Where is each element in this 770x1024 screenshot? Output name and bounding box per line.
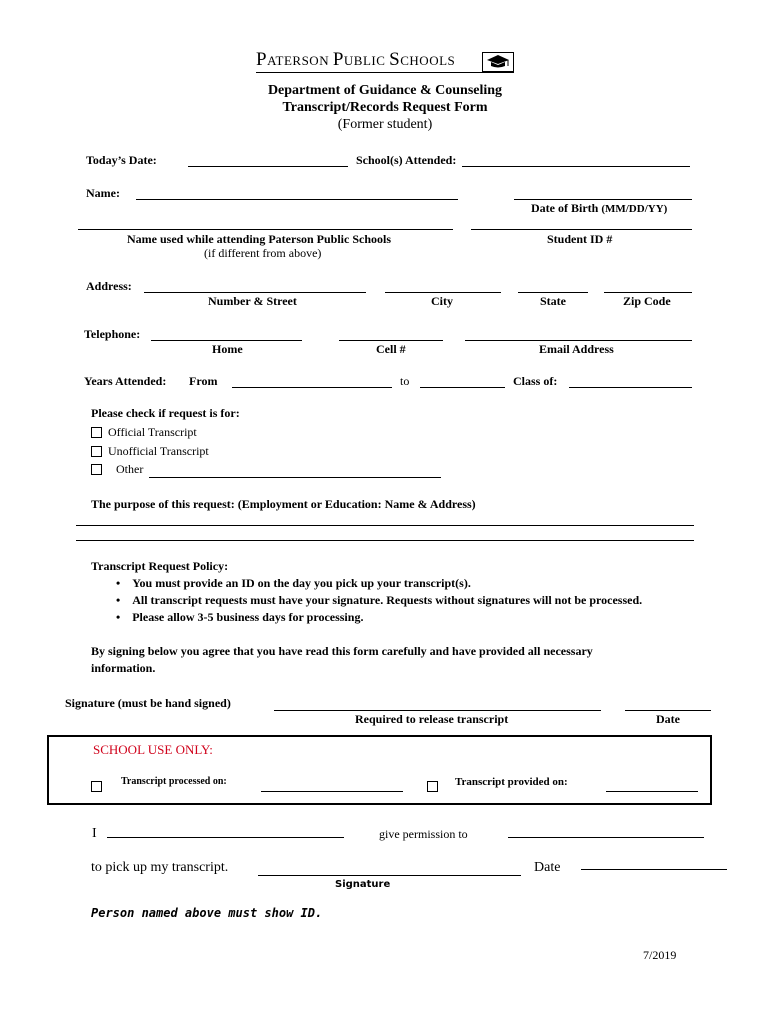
cell-phone-field[interactable] [339, 340, 443, 341]
policy-text: You must provide an ID on the day you pick up your transcript(s). [132, 576, 471, 590]
option-official-label: Official Transcript [108, 425, 197, 439]
address-label: Address: [86, 279, 132, 293]
school-use-title: SCHOOL USE ONLY: [93, 742, 213, 757]
policy-item [116, 593, 642, 608]
permission-name-field[interactable] [107, 837, 344, 838]
cell-caption: Cell # [376, 342, 406, 356]
permission-date-label: Date [534, 860, 561, 875]
signature-date-field[interactable] [625, 710, 711, 711]
checkbox-icon[interactable] [91, 464, 102, 475]
todays-date-label: Today’s Date: [86, 153, 157, 167]
permission-signature-caption: Signature [335, 879, 391, 890]
policy-text: All transcript requests must have your signature. Requests without signatures will not be processed. [132, 593, 643, 607]
from-field[interactable] [232, 387, 392, 388]
signature-label: Signature (must be hand signed) [65, 696, 231, 710]
department-title: Department of Guidance & Counseling [267, 83, 503, 98]
dob-label [531, 201, 667, 216]
telephone-label: Telephone: [84, 327, 141, 341]
permission-i: I [92, 826, 97, 841]
class-of-field[interactable] [569, 387, 692, 388]
bullet: • [116, 593, 121, 607]
logo-text: ATERSON [267, 53, 333, 68]
option-official[interactable] [91, 425, 197, 440]
signature-date-caption: Date [656, 712, 680, 726]
agreement-line-1: By signing below you agree that you have read this form carefully and have provided all necessary [91, 644, 593, 658]
email-field[interactable] [465, 340, 692, 341]
bullet: • [116, 610, 121, 624]
permission-pickup: to pick up my transcript. [91, 860, 229, 875]
permission-signature-field[interactable] [258, 875, 521, 876]
state-caption: State [540, 294, 566, 308]
form-version: 7/2019 [643, 948, 677, 962]
form-title: Transcript/Records Request Form [282, 100, 488, 115]
name-field[interactable] [136, 199, 458, 200]
checkbox-icon[interactable] [91, 446, 102, 457]
option-other-label: Other [116, 462, 144, 476]
purpose-label: The purpose of this request: (Employment or Education: Name & Address) [91, 497, 476, 511]
option-unofficial-label: Unofficial Transcript [108, 444, 209, 458]
street-caption: Number & Street [208, 294, 297, 308]
logo-text: CHOOLS [400, 53, 456, 68]
schools-attended-label: School(s) Attended: [356, 153, 457, 167]
zip-caption: Zip Code [623, 294, 671, 308]
email-caption: Email Address [539, 342, 614, 356]
permission-give: give permission to [379, 827, 468, 841]
other-field[interactable] [149, 477, 441, 478]
logo-wordmark [256, 49, 455, 71]
purpose-field-2[interactable] [76, 540, 694, 541]
city-field[interactable] [385, 292, 501, 293]
student-id-field[interactable] [471, 229, 692, 230]
dob-label-text: Date of Birth [531, 201, 599, 215]
city-caption: City [431, 294, 453, 308]
provided-label: Transcript provided on: [455, 776, 568, 788]
provided-checkbox[interactable] [427, 778, 444, 796]
logo-underline [256, 72, 514, 73]
zip-field[interactable] [604, 292, 692, 293]
logo-letter: P [256, 49, 268, 70]
checkbox-icon[interactable] [91, 781, 102, 792]
processed-field[interactable] [261, 791, 403, 792]
dob-field[interactable] [514, 199, 692, 200]
state-field[interactable] [518, 292, 588, 293]
dob-format: (MM/DD/YY) [601, 203, 668, 215]
logo-text: UBLIC [343, 53, 390, 68]
policy-text: Please allow 3-5 business days for processing. [132, 610, 364, 624]
name-used-field[interactable] [78, 229, 453, 230]
logo-letter: P [332, 49, 344, 70]
class-of-label: Class of: [513, 374, 558, 388]
todays-date-field[interactable] [188, 166, 348, 167]
schools-attended-field[interactable] [462, 166, 690, 167]
graduation-cap-icon [482, 52, 514, 72]
logo-mark [482, 52, 514, 72]
agreement-line-2: information. [91, 661, 156, 675]
name-used-label: Name used while attending Paterson Public Schools [127, 232, 392, 246]
name-label: Name: [86, 186, 120, 200]
home-caption: Home [212, 342, 243, 356]
policy-item [116, 576, 471, 591]
signature-field[interactable] [274, 710, 601, 711]
bullet: • [116, 576, 121, 590]
checkbox-icon[interactable] [91, 427, 102, 438]
years-attended-label: Years Attended: [84, 374, 167, 388]
purpose-field-1[interactable] [76, 525, 694, 526]
provided-field[interactable] [606, 791, 698, 792]
permission-person-field[interactable] [508, 837, 704, 838]
signature-caption: Required to release transcript [355, 712, 509, 726]
school-use-box [47, 735, 712, 805]
processed-checkbox[interactable] [91, 778, 108, 796]
processed-label: Transcript processed on: [121, 776, 227, 787]
option-other[interactable] [91, 462, 143, 477]
logo-letter: S [389, 49, 401, 70]
permission-date-field[interactable] [581, 869, 727, 870]
request-heading: Please check if request is for: [91, 406, 240, 420]
to-field[interactable] [420, 387, 505, 388]
form-subtitle: (Former student) [337, 117, 433, 132]
checkbox-icon[interactable] [427, 781, 438, 792]
name-used-note: (if different from above) [204, 246, 322, 260]
policy-heading: Transcript Request Policy: [91, 559, 229, 573]
id-note: Person named above must show ID. [91, 906, 323, 920]
home-phone-field[interactable] [151, 340, 302, 341]
student-id-label: Student ID # [547, 232, 613, 246]
policy-item [116, 610, 363, 625]
street-field[interactable] [144, 292, 366, 293]
from-label: From [189, 374, 218, 388]
option-unofficial[interactable] [91, 444, 209, 459]
to-label: to [400, 374, 410, 388]
